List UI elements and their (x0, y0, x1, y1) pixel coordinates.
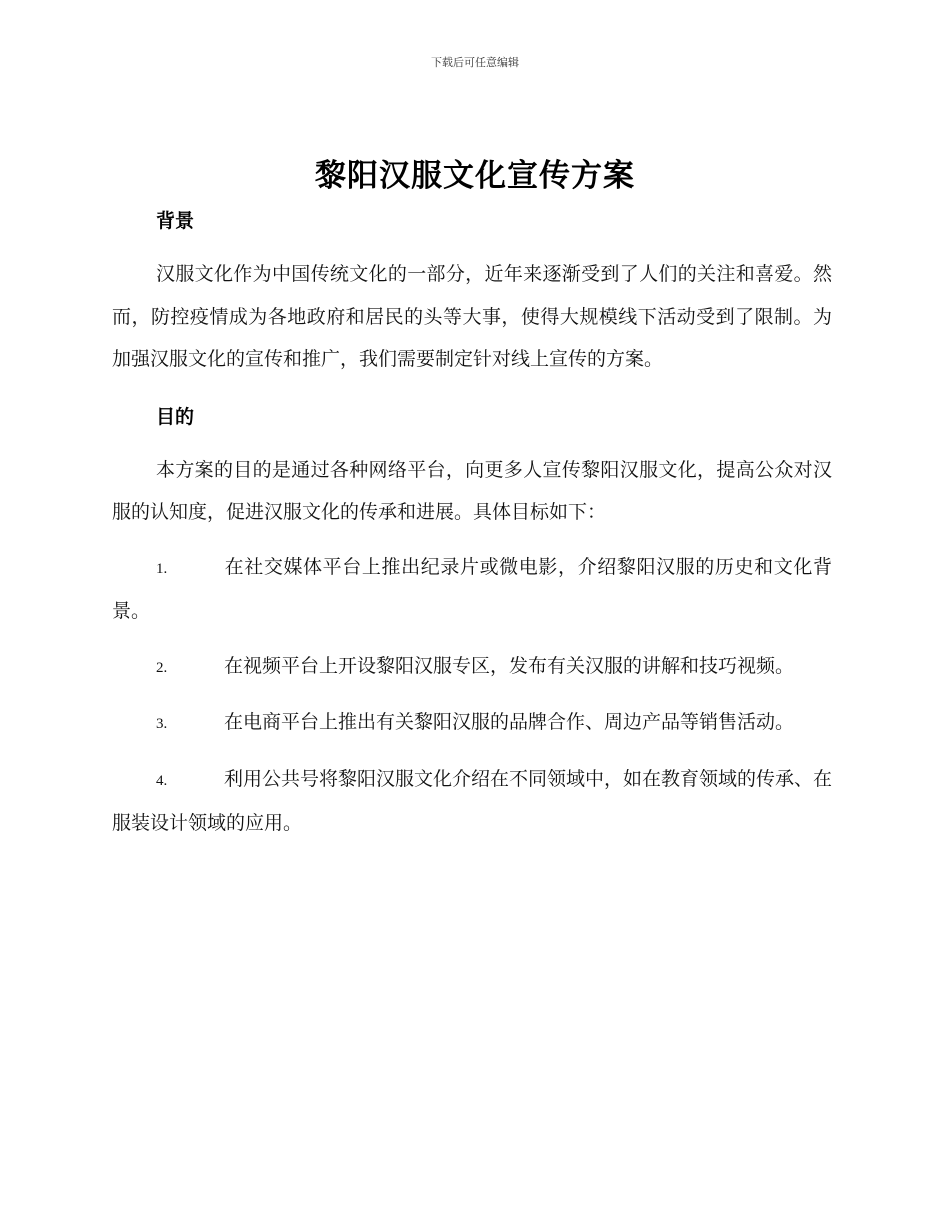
goal-text: 在视频平台上开设黎阳汉服专区，发布有关汉服的讲解和技巧视频。 (224, 654, 795, 677)
goal-number: 4. (156, 772, 168, 789)
document-body (112, 205, 832, 845)
purpose-paragraph: 本方案的目的是通过各种网络平台，向更多人宣传黎阳汉服文化，提高公众对汉服的认知度，促进汉服文化的传承和进展。具体目标如下： (112, 458, 832, 523)
background-paragraph: 汉服文化作为中国传统文化的一部分，近年来逐渐受到了人们的关注和喜爱。然而，防控疫情成为各地政府和居民的头等大事，使得大规模线下活动受到了限制。为加强汉服文化的宣传和推广，我们需要制定针对线上宣传的方案。 (112, 263, 832, 370)
document-title: 黎阳汉服文化宣传方案 (315, 158, 635, 194)
goal-list-item (112, 546, 832, 633)
goal-text: 在电商平台上推出有关黎阳汉服的品牌合作、周边产品等销售活动。 (224, 711, 795, 733)
goal-text: 在社交媒体平台上推出纪录片或微电影，介绍黎阳汉服的历史和文化背景。 (112, 555, 832, 622)
goal-number: 3. (156, 716, 168, 732)
page-header-note: 下载后可任意编辑 (431, 56, 519, 69)
section-heading-background: 背景 (156, 210, 195, 232)
goal-text: 利用公共号将黎阳汉服文化介绍在不同领域中，如在教育领域的传承、在服装设计领域的应用。 (112, 767, 833, 834)
goal-number: 2. (156, 659, 168, 676)
section-heading-purpose: 目的 (156, 405, 195, 428)
goal-list-item (112, 758, 832, 845)
goal-list-item (112, 645, 832, 690)
goal-number: 1. (156, 560, 168, 577)
goal-list-item (112, 701, 832, 746)
